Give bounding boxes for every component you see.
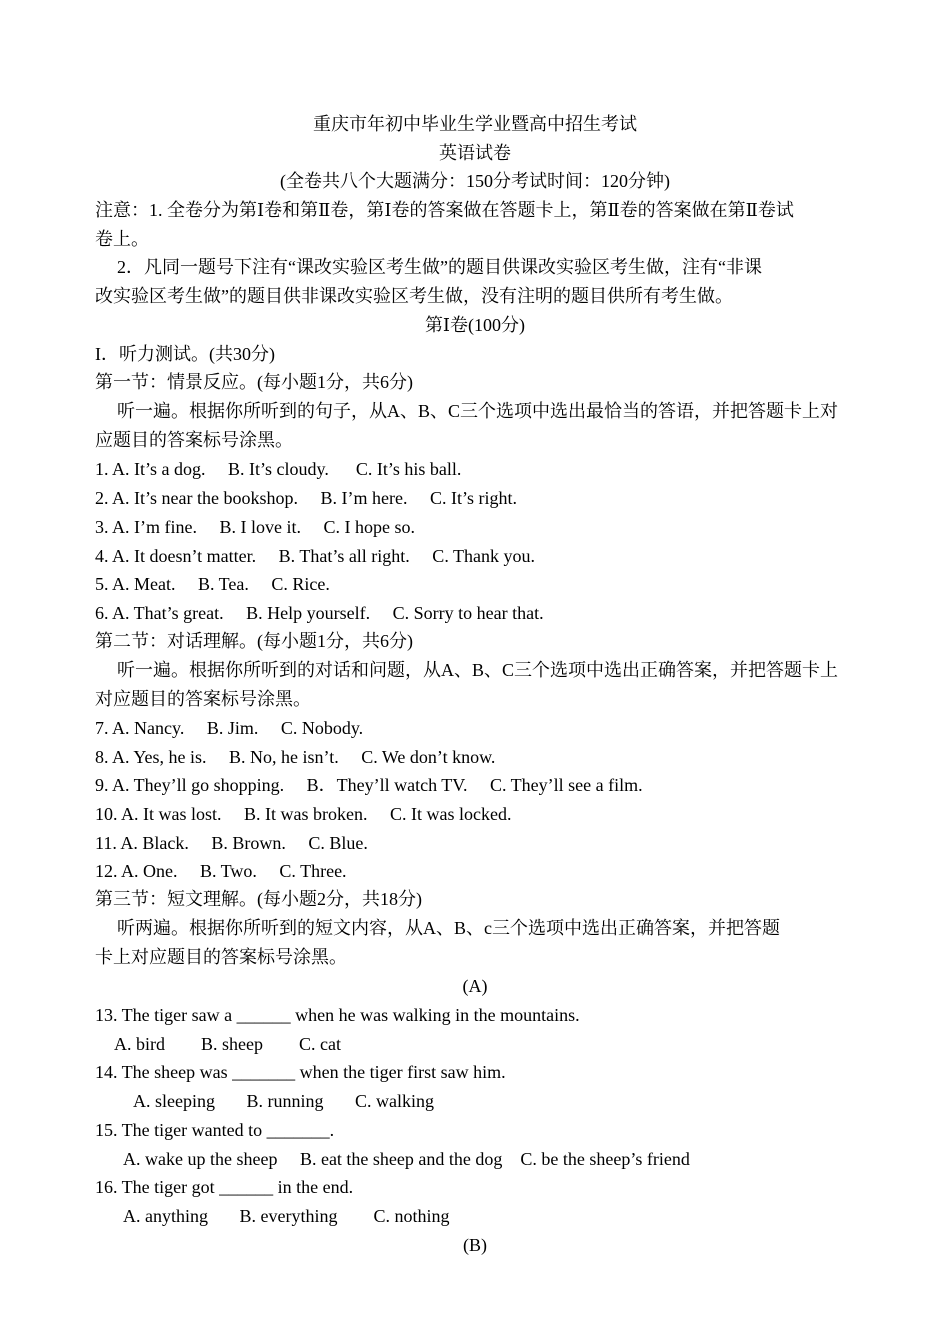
- question-5: 5. A. Meat. B. Tea. C. Rice.: [95, 574, 330, 594]
- note-2-line-1: 2．凡同一题号下注有“课改实验区考生做”的题目供课改实验区考生做，注有“非课: [117, 257, 762, 277]
- question-4: 4. A. It doesn’t matter. B. That’s all right. C. Thank you.: [95, 546, 535, 566]
- question-16-options: A. anything B. everything C. nothing: [123, 1206, 450, 1226]
- question-7: 7. A. Nancy. B. Jim. C. Nobody.: [95, 718, 364, 738]
- section-1-instruction-line-1: 听一遍。根据你所听到的句子，从A、B、C三个选项中选出最恰当的答语，并把答题卡上对: [117, 401, 839, 421]
- volume-heading: 第Ⅰ卷(100分): [424, 315, 526, 335]
- section-2-instruction-line-2: 对应题目的答案标号涂黑。: [95, 689, 311, 709]
- question-2: 2. A. It’s near the bookshop. B. I’m here. C. It’s right.: [95, 488, 517, 508]
- section-3-instruction-line-1: 听两遍。根据你所听到的短文内容，从A、B、c三个选项中选出正确答案，并把答题: [117, 918, 780, 938]
- question-13-options: A. bird B. sheep C. cat: [114, 1034, 341, 1054]
- question-6: 6. A. That’s great. B. Help yourself. C. Sorry to hear that.: [95, 603, 544, 623]
- section-2-instruction-line-1: 听一遍。根据你所听到的对话和问题，从A、B、C三个选项中选出正确答案，并把答题卡上: [117, 660, 839, 680]
- note-2-line-2: 改实验区考生做”的题目供非课改实验区考生做，没有注明的题目供所有考生做。: [95, 286, 733, 306]
- section-3-heading: 第三节：短文理解。(每小题2分，共18分): [95, 889, 422, 909]
- question-15-options: A. wake up the sheep B. eat the sheep and the dog C. be the sheep’s friend: [123, 1149, 690, 1169]
- question-11: 11. A. Black. B. Brown. C. Blue.: [95, 833, 368, 853]
- question-12: 12. A. One. B. Two. C. Three.: [95, 861, 347, 881]
- exam-title: 重庆市年初中毕业生学业暨高中招生考试: [313, 114, 637, 134]
- passage-b-label: (B): [463, 1235, 487, 1255]
- section-1-instruction-line-2: 应题目的答案标号涂黑。: [95, 430, 293, 450]
- exam-info: (全卷共八个大题满分：150分考试时间：120分钟): [280, 171, 670, 191]
- question-15: 15. The tiger wanted to _______.: [95, 1120, 335, 1140]
- question-3: 3. A. I’m fine. B. I love it. C. I hope so.: [95, 517, 415, 537]
- question-14: 14. The sheep was _______ when the tiger first saw him.: [95, 1062, 506, 1082]
- question-14-options: A. sleeping B. running C. walking: [133, 1091, 434, 1111]
- passage-a-label: (A): [462, 976, 488, 996]
- question-16: 16. The tiger got ______ in the end.: [95, 1177, 354, 1197]
- question-10: 10. A. It was lost. B. It was broken. C. It was locked.: [95, 804, 512, 824]
- exam-subject: 英语试卷: [439, 143, 511, 163]
- section-3-instruction-line-2: 卡上对应题目的答案标号涂黑。: [95, 947, 347, 967]
- question-9: 9. A. They’ll go shopping. B．They’ll watch TV. C. They’ll see a film.: [95, 775, 643, 795]
- section-1-heading: 第一节：情景反应。(每小题1分，共6分): [95, 372, 413, 392]
- note-1-line-2: 卷上。: [95, 229, 149, 249]
- note-1-line-1: 注意：1. 全卷分为第Ⅰ卷和第Ⅱ卷，第Ⅰ卷的答案做在答题卡上，第Ⅱ卷的答案做在第Ⅱ卷试: [95, 200, 794, 220]
- question-13: 13. The tiger saw a ______ when he was walking in the mountains.: [95, 1005, 580, 1025]
- question-1: 1. A. It’s a dog. B. It’s cloudy. C. It’s his ball.: [95, 459, 462, 479]
- section-2-heading: 第二节：对话理解。(每小题1分，共6分): [95, 631, 413, 651]
- question-8: 8. A. Yes, he is. B. No, he isn’t. C. We don’t know.: [95, 747, 496, 767]
- part-1-heading: I．听力测试。(共30分): [95, 344, 275, 364]
